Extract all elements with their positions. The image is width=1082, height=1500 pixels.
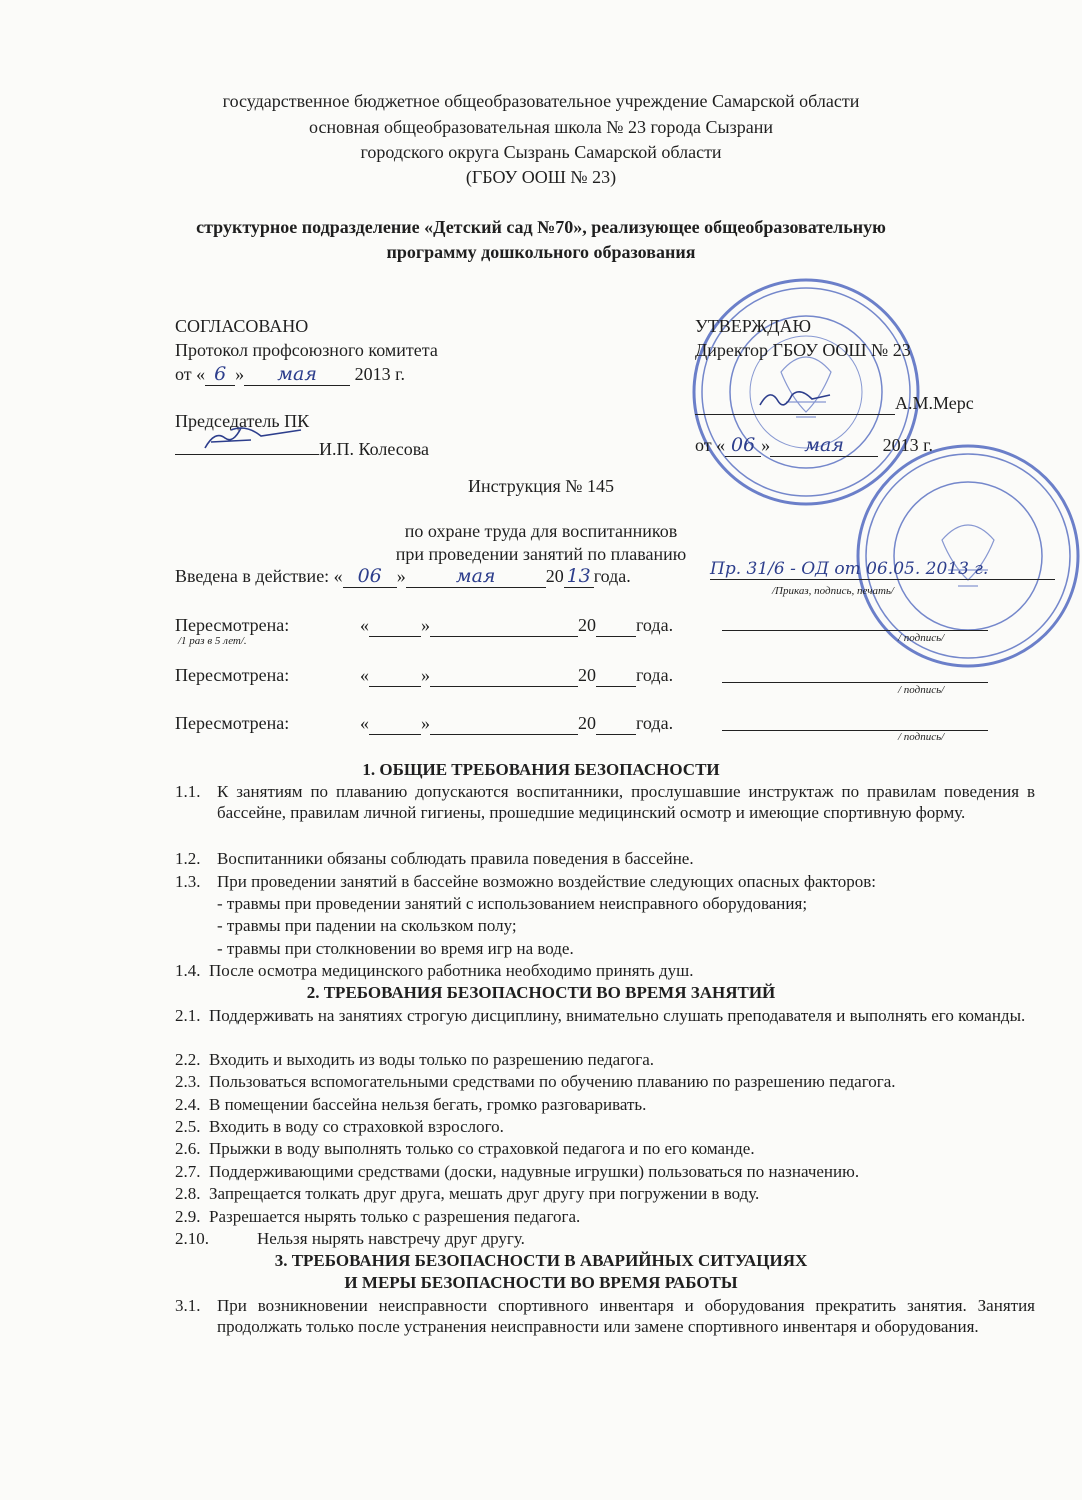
section-2-title: 2. ТРЕБОВАНИЯ БЕЗОПАСНОСТИ ВО ВРЕМЯ ЗАНЯТИЙ — [306, 983, 776, 1002]
revised-label-1: Пересмотрена: — [175, 615, 290, 635]
agreed-day: 6 — [205, 363, 235, 386]
signature-caption-2: / подпись/ — [898, 684, 945, 696]
list-item: 2.6. Прыжки в воду выполнять только со страховкой педагога и по его команде. — [175, 1139, 755, 1158]
introduced-year: 13 — [564, 565, 594, 588]
agreed-date: от « 6 » мая 2013 г. — [175, 363, 405, 385]
org-name-line-2: основная общеобразовательная школа № 23 города Сызрани — [309, 117, 773, 137]
chair-name: И.П. Колесова — [319, 439, 430, 459]
chair-signature-line — [175, 434, 429, 460]
introduced-month: мая — [406, 565, 546, 588]
list-item: 2.7. Поддерживающими средствами (доски, надувные игрушки) пользоваться по назначению. — [175, 1162, 860, 1181]
subdivision-line-2: программу дошкольного образования — [386, 242, 696, 262]
director-signature — [695, 387, 895, 415]
introduced-row: Введена в действие: « 06 » мая 20 13 года. — [175, 565, 631, 587]
subdivision-line-1: структурное подразделение «Детский сад №70», реализующее общеобразовательную — [196, 217, 886, 237]
list-item: 1.1. К занятиям по плаванию допускаются воспитанники, прослушавшие инструктаж по правилам поведения в бассейне, правилам личной гигиены, прошедшие медицинский осмотр и имеющие спортивную форму. — [175, 782, 1035, 822]
list-item: 2.8. Запрещается толкать друг друга, мешать друг другу при погружении в воду. — [175, 1184, 760, 1203]
agreed-month: мая — [244, 363, 350, 386]
org-name-line-3: городского округа Сызрань Самарской области — [360, 142, 722, 162]
list-item: 2.10. Нельзя нырять навстречу друг другу. — [175, 1229, 525, 1248]
approved-month: мая — [770, 434, 878, 457]
order-caption: /Приказ, подпись, печать/ — [772, 585, 894, 597]
list-item: 3.1. При возникновении неисправности спортивного инвентаря и оборудования прекратить занятия. Занятия продолжать только после устранения неисправности или замене спортивного инвентаря и оборудования. — [175, 1296, 1035, 1336]
signature-caption-3: / подпись/ — [898, 731, 945, 743]
agreed-title: СОГЛАСОВАНО — [175, 316, 309, 336]
list-item: 2.3. Пользоваться вспомогательными средствами по обучению плаванию по разрешению педагога. — [175, 1072, 896, 1091]
chair-label: Председатель ПК — [175, 411, 310, 431]
director-name: А.М.Мерс — [895, 393, 974, 413]
section-3-title-line-2: И МЕРЫ БЕЗОПАСНОСТИ ВО ВРЕМЯ РАБОТЫ — [344, 1273, 738, 1292]
instruction-subtitle-2: при проведении занятий по плаванию — [395, 544, 687, 564]
list-item: 2.5. Входить в воду со страховкой взрослого. — [175, 1117, 504, 1136]
list-item: 2.2. Входить и выходить из воды только по разрешению педагога. — [175, 1050, 655, 1069]
list-subitem: - травмы при проведении занятий с использованием неисправного оборудования; — [217, 894, 808, 913]
revised-date-3: « » 20 года. — [360, 713, 674, 733]
list-subitem: - травмы при столкновении во время игр на воде. — [217, 939, 574, 958]
order-handwritten: Пр. 31/6 - ОД от 06.05. 2013 г. — [710, 559, 1055, 580]
instruction-number: Инструкция № 145 — [468, 476, 614, 496]
list-item: 1.3. При проведении занятий в бассейне возможно воздействие следующих опасных факторов: — [175, 872, 877, 891]
section-1-title: 1. ОБЩИЕ ТРЕБОВАНИЯ БЕЗОПАСНОСТИ — [362, 760, 720, 779]
org-name-line-1: государственное бюджетное общеобразовательное учреждение Самарской области — [222, 91, 860, 111]
approved-day: 06 — [725, 434, 761, 457]
agreed-protocol: Протокол профсоюзного комитета — [175, 340, 438, 360]
introduced-day: 06 — [343, 565, 397, 588]
revised-date-1: « » 20 года. — [360, 615, 674, 635]
approved-date: от « 06 » мая 2013 г. — [695, 434, 933, 456]
list-item: 2.4. В помещении бассейна нельзя бегать, громко разговаривать. — [175, 1095, 647, 1114]
list-item: 2.9. Разрешается нырять только с разрешения педагога. — [175, 1207, 581, 1226]
approved-position: Директор ГБОУ ООШ № 23 — [695, 340, 911, 360]
signature-caption-1: / подпись/ — [898, 632, 945, 644]
list-item: 1.4. После осмотра медицинского работника необходимо принять душ. — [175, 961, 694, 980]
approved-title: УТВЕРЖДАЮ — [695, 316, 812, 336]
instruction-subtitle-1: по охране труда для воспитанников — [404, 521, 678, 541]
org-abbrev: (ГБОУ ООШ № 23) — [465, 167, 617, 187]
approved-signature — [695, 387, 974, 415]
list-item: 1.2. Воспитанники обязаны соблюдать правила поведения в бассейне. — [175, 849, 694, 868]
signature-icon — [175, 434, 319, 455]
section-3-title-line-1: 3. ТРЕБОВАНИЯ БЕЗОПАСНОСТИ В АВАРИЙНЫХ СИТУАЦИЯХ — [274, 1251, 808, 1270]
revision-period-note: /1 раз в 5 лет/. — [178, 635, 247, 647]
revised-date-2: « » 20 года. — [360, 665, 674, 685]
list-subitem: - травмы при падении на скользком полу; — [217, 916, 517, 935]
list-item: 2.1. Поддерживать на занятиях строгую дисциплину, внимательно слушать преподавателя и выполнять его команды. — [175, 1006, 1026, 1025]
revised-label-2: Пересмотрена: — [175, 665, 290, 685]
revised-label-3: Пересмотрена: — [175, 713, 290, 733]
